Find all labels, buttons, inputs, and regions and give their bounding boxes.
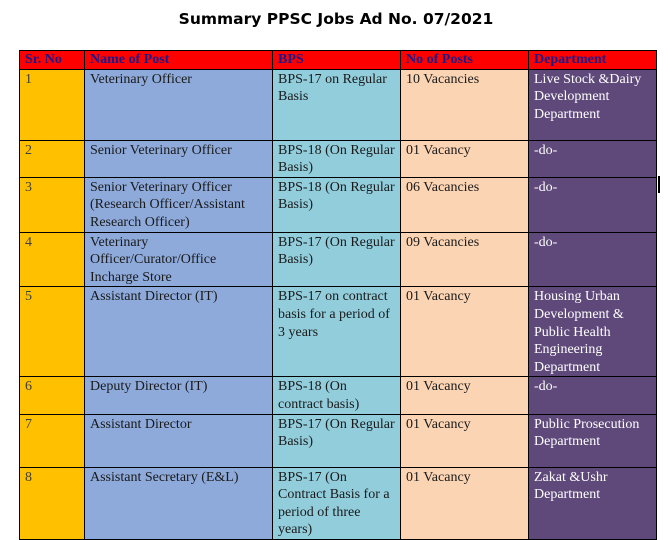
cell-no-of-posts: 01 Vacancy <box>401 377 529 414</box>
cell-bps: BPS-18 (On Regular Basis) <box>273 177 401 232</box>
page-title: Summary PPSC Jobs Ad No. 07/2021 <box>178 10 494 28</box>
cell-department: Housing Urban Development & Public Health Engineering Department <box>529 287 657 377</box>
cell-department: -do- <box>529 232 657 287</box>
cell-sr-no: 2 <box>20 140 85 177</box>
cell-bps: BPS-17 (On Regular Basis) <box>273 232 401 287</box>
cell-bps: BPS-18 (On contract basis) <box>273 377 401 414</box>
cell-department: -do- <box>529 177 657 232</box>
cell-bps: BPS-17 (On Contract Basis for a period of three years) <box>273 467 401 539</box>
cell-sr-no: 1 <box>20 69 85 140</box>
cell-department: Live Stock &Dairy Development Department <box>529 69 657 140</box>
cell-sr-no: 4 <box>20 232 85 287</box>
cell-name-of-post: Senior Veterinary Officer <box>85 140 273 177</box>
cell-department: -do- <box>529 140 657 177</box>
header-sr-no: Sr. No <box>20 51 85 70</box>
cell-bps: BPS-17 (On Regular Basis) <box>273 414 401 467</box>
cell-sr-no: 5 <box>20 287 85 377</box>
header-no-of-posts: No of Posts <box>401 51 529 70</box>
table-row <box>20 414 657 467</box>
cell-name-of-post: Veterinary Officer/Curator/Office Incharge Store <box>85 232 273 287</box>
header-bps: BPS <box>273 51 401 70</box>
cell-name-of-post: Assistant Director <box>85 414 273 467</box>
cell-name-of-post: Veterinary Officer <box>85 69 273 140</box>
table-row <box>20 377 657 414</box>
cell-sr-no: 8 <box>20 467 85 539</box>
header-name-of-post: Name of Post <box>85 51 273 70</box>
cell-name-of-post: Senior Veterinary Officer (Research Officer/Assistant Research Officer) <box>85 177 273 232</box>
cell-no-of-posts: 10 Vacancies <box>401 69 529 140</box>
header-department: Department <box>529 51 657 70</box>
cell-no-of-posts: 01 Vacancy <box>401 140 529 177</box>
cell-department: -do- <box>529 377 657 414</box>
text-cursor <box>658 176 660 193</box>
cell-bps: BPS-17 on Regular Basis <box>273 69 401 140</box>
cell-bps: BPS-18 (On Regular Basis) <box>273 140 401 177</box>
cell-sr-no: 3 <box>20 177 85 232</box>
jobs-summary-table <box>19 50 657 540</box>
cell-department: Public Prosecution Department <box>529 414 657 467</box>
cell-no-of-posts: 09 Vacancies <box>401 232 529 287</box>
cell-no-of-posts: 01 Vacancy <box>401 467 529 539</box>
cell-name-of-post: Deputy Director (IT) <box>85 377 273 414</box>
cell-bps: BPS-17 on contract basis for a period of 3 years <box>273 287 401 377</box>
cell-no-of-posts: 06 Vacancies <box>401 177 529 232</box>
table-header-row <box>20 51 657 70</box>
table-row <box>20 69 657 140</box>
table-row <box>20 287 657 377</box>
cell-department: Zakat &Ushr Department <box>529 467 657 539</box>
table-row <box>20 232 657 287</box>
table-row <box>20 140 657 177</box>
table-row <box>20 467 657 539</box>
cell-sr-no: 6 <box>20 377 85 414</box>
table-row <box>20 177 657 232</box>
cell-name-of-post: Assistant Director (IT) <box>85 287 273 377</box>
cell-no-of-posts: 01 Vacancy <box>401 287 529 377</box>
cell-name-of-post: Assistant Secretary (E&L) <box>85 467 273 539</box>
cell-no-of-posts: 01 Vacancy <box>401 414 529 467</box>
cell-sr-no: 7 <box>20 414 85 467</box>
